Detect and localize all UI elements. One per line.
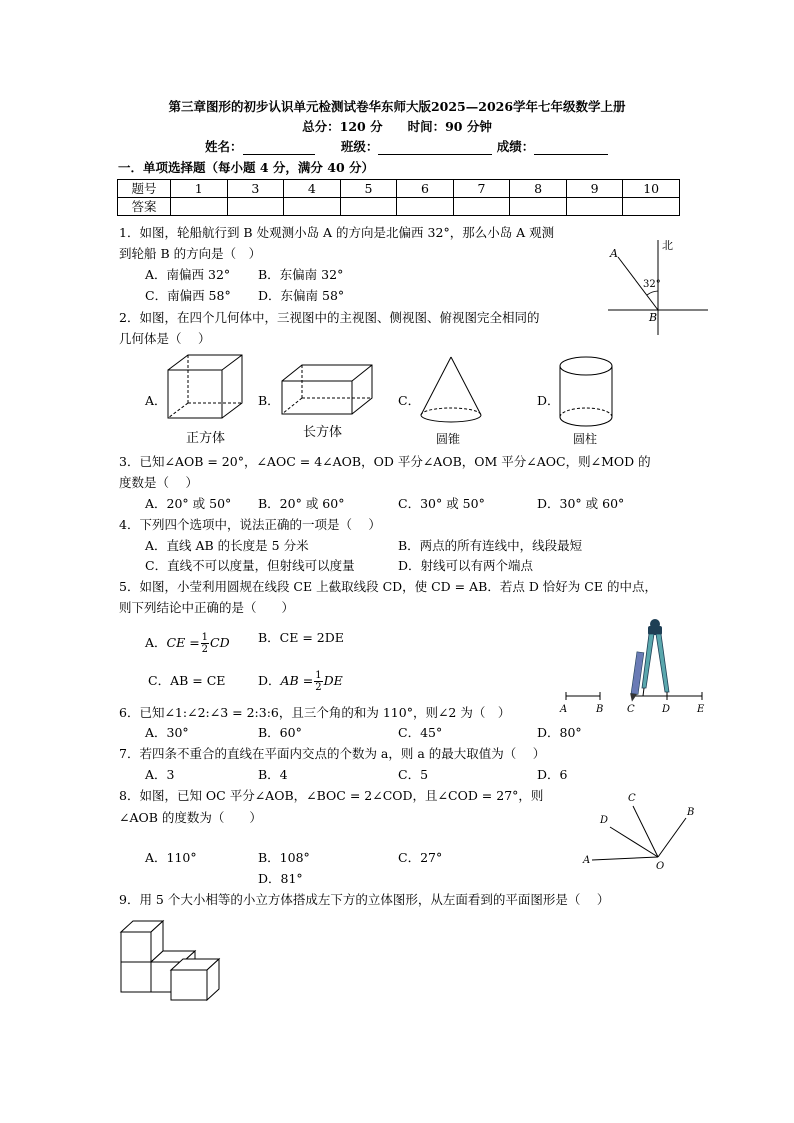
q7-option-c[interactable]: C．5	[398, 767, 429, 782]
point-d-label: D	[600, 815, 609, 826]
angle-arc	[647, 291, 658, 295]
q6-option-d[interactable]: D．80°	[537, 725, 582, 740]
frac-numerator: 1	[201, 632, 209, 643]
point-c-label: C	[628, 793, 636, 804]
q5-stem-line2: 则下列结论中正确的是（ ）	[119, 600, 295, 615]
cuboid-caption: 长方体	[303, 425, 343, 440]
student-info-row	[205, 139, 608, 155]
ray-ob	[658, 818, 686, 857]
cylinder-figure	[558, 355, 616, 429]
q4-option-d[interactable]: D．射线可以有两个端点	[398, 558, 534, 573]
q2-stem-line1: 2．如图，在四个几何体中，三视图中的主视图、侧视图、俯视图完全相同的	[119, 310, 540, 325]
answer-table	[117, 179, 680, 216]
table-cell: 6	[397, 180, 454, 198]
q3-option-d[interactable]: D．30° 或 60°	[537, 496, 625, 511]
table-answer-label: 答案	[118, 198, 171, 216]
answer-cell[interactable]	[623, 198, 680, 216]
table-cell: 5	[340, 180, 397, 198]
point-o-label: O	[656, 861, 665, 872]
table-cell: 3	[227, 180, 284, 198]
answer-cell[interactable]	[566, 198, 623, 216]
point-a-label: A	[610, 247, 618, 260]
q4-option-a[interactable]: A．直线 AB 的长度是 5 分米	[145, 538, 309, 553]
table-cell: 9	[566, 180, 623, 198]
score-label: 成绩：	[496, 139, 535, 154]
point-b-label: B	[596, 704, 604, 715]
name-label: 姓名：	[205, 139, 243, 154]
q2-option-a[interactable]: A．	[145, 393, 167, 408]
q8-option-d[interactable]: D．81°	[258, 871, 303, 886]
q5-option-a-lhs: CE =	[166, 635, 200, 650]
q5-option-a[interactable]	[145, 630, 230, 656]
point-c-label: C	[627, 704, 635, 715]
q1-option-b[interactable]: B．东偏南 32°	[258, 267, 344, 282]
q6-option-b[interactable]: B．60°	[258, 725, 302, 740]
answer-cell[interactable]	[171, 198, 228, 216]
point-d-label: D	[662, 704, 671, 715]
q2-stem-line2: 几何体是（ ）	[119, 331, 211, 346]
q3-stem-line1: 3．已知∠AOB = 20°，∠AOC = 4∠AOB，OD 平分∠AOB，OM 平分∠AOC，则∠MOD 的	[119, 454, 651, 469]
q8-angle-figure	[580, 790, 700, 872]
table-row	[118, 180, 680, 198]
answer-cell[interactable]	[284, 198, 341, 216]
frac-denominator: 2	[201, 644, 209, 655]
frac-numerator: 1	[315, 670, 322, 681]
compass-icon	[629, 619, 669, 702]
q4-option-b[interactable]: B．两点的所有连线中，线段最短	[398, 538, 583, 553]
class-field[interactable]	[378, 142, 492, 155]
q5-option-b[interactable]: B．CE = 2DE	[258, 630, 344, 645]
exam-title: 第三章图形的初步认识单元检测试卷华东师大版2025—2026学年七年级数学上册	[168, 99, 626, 114]
q2-option-c[interactable]: C．	[398, 393, 421, 408]
answer-cell[interactable]	[340, 198, 397, 216]
cylinder-caption: 圆柱	[573, 432, 598, 446]
q1-direction-figure	[600, 235, 710, 340]
class-label: 班级：	[340, 139, 379, 154]
q3-stem-line2: 度数是（ ）	[119, 475, 198, 490]
cube-caption: 正方体	[186, 431, 226, 446]
q7-option-a[interactable]: A．3	[145, 767, 175, 782]
q5-stem-line1: 5．如图，小莹利用圆规在线段 CE 上截取线段 CD，使 CD = AB．若点 D 恰好为 CE 的中点，	[119, 579, 657, 594]
q8-option-b[interactable]: B．108°	[258, 850, 310, 865]
q4-stem: 4．下列四个选项中，说法正确的一项是（ ）	[119, 517, 381, 532]
table-cell: 8	[510, 180, 567, 198]
ray-oa	[592, 857, 658, 860]
q5-option-c[interactable]: C．AB = CE	[148, 673, 226, 688]
q1-option-c[interactable]: C．南偏西 58°	[145, 288, 231, 303]
cube-stack	[121, 921, 219, 1000]
q6-option-c[interactable]: C．45°	[398, 725, 443, 740]
q1-option-d[interactable]: D．东偏南 58°	[258, 288, 345, 303]
answer-cell[interactable]	[397, 198, 454, 216]
point-e-label: E	[697, 704, 705, 715]
exam-meta: 总分：120 分 时间：90 分钟	[302, 119, 492, 134]
score-field[interactable]	[534, 142, 608, 155]
q8-option-c[interactable]: C．27°	[398, 850, 443, 865]
table-cell: 10	[623, 180, 680, 198]
q5-compass-figure	[556, 612, 706, 714]
q3-option-b[interactable]: B．20° 或 60°	[258, 496, 345, 511]
q8-stem-line1: 8．如图，已知 OC 平分∠AOB，∠BOC = 2∠COD，且∠COD = 27°，则	[119, 788, 544, 803]
q3-option-a[interactable]: A．20° 或 50°	[145, 496, 232, 511]
q6-option-a[interactable]: A．30°	[145, 725, 189, 740]
q9-stem: 9．用 5 个大小相等的小立方体搭成左下方的立体图形，从左面看到的平面图形是（ ）	[119, 892, 610, 907]
answer-cell[interactable]	[510, 198, 567, 216]
q5-option-a-rhs: CD	[210, 635, 230, 650]
q2-option-b[interactable]: B．	[258, 393, 280, 408]
cube-figure	[165, 352, 245, 422]
q7-stem: 7．若四条不重合的直线在平面内交点的个数为 a，则 a 的最大取值为（ ）	[119, 746, 546, 761]
q1-stem-line2: 到轮船 B 的方向是（ ）	[119, 246, 262, 261]
answer-cell[interactable]	[453, 198, 510, 216]
section-title: 一．单项选择题（每小题 4 分，满分 40 分）	[118, 160, 375, 175]
table-cell: 4	[284, 180, 341, 198]
table-row	[118, 198, 680, 216]
name-field[interactable]	[243, 142, 315, 155]
q3-option-c[interactable]: C．30° 或 50°	[398, 496, 485, 511]
q5-option-d[interactable]	[258, 668, 343, 694]
point-a-label: A	[560, 704, 568, 715]
q8-stem-line2: ∠AOB 的度数为（ ）	[119, 810, 262, 825]
cone-figure	[418, 355, 484, 427]
table-header-label: 题号	[118, 180, 171, 198]
q5-option-d-lhs: AB =	[280, 673, 314, 688]
q9-cubes-figure	[119, 918, 223, 1004]
q4-option-c[interactable]: C．直线不可以度量，但射线可以度量	[145, 558, 355, 573]
q2-option-d[interactable]: D．	[537, 393, 560, 408]
q5-option-d-prefix: D．	[258, 673, 281, 688]
table-cell: 1	[171, 180, 228, 198]
answer-cell[interactable]	[227, 198, 284, 216]
q1-option-a[interactable]: A．南偏西 32°	[145, 267, 231, 282]
point-b-label: B	[687, 807, 695, 818]
q5-option-d-rhs: DE	[323, 673, 343, 688]
q5-option-a-prefix: A．	[145, 635, 167, 650]
point-b-label: B	[649, 311, 658, 324]
fraction-one-half	[314, 670, 322, 693]
north-label: 北	[662, 239, 673, 252]
q7-option-b[interactable]: B．4	[258, 767, 288, 782]
q1-stem-line1: 1．如图，轮船航行到 B 处观测小岛 A 的方向是北偏西 32°，那么小岛 A 观测	[119, 225, 555, 240]
q7-option-d[interactable]: D．6	[537, 767, 568, 782]
cone-caption: 圆锥	[436, 432, 461, 446]
q8-option-a[interactable]: A．110°	[145, 850, 197, 865]
fraction-one-half	[201, 632, 209, 655]
table-cell: 7	[453, 180, 510, 198]
frac-denominator: 2	[315, 682, 322, 693]
q6-stem: 6．已知∠1:∠2:∠3 = 2:3:6，且三个角的和为 110°，则∠2 为（ ）	[119, 705, 511, 720]
angle-label: 32°	[643, 279, 661, 290]
cuboid-figure	[280, 362, 375, 417]
point-a-label: A	[583, 855, 591, 866]
